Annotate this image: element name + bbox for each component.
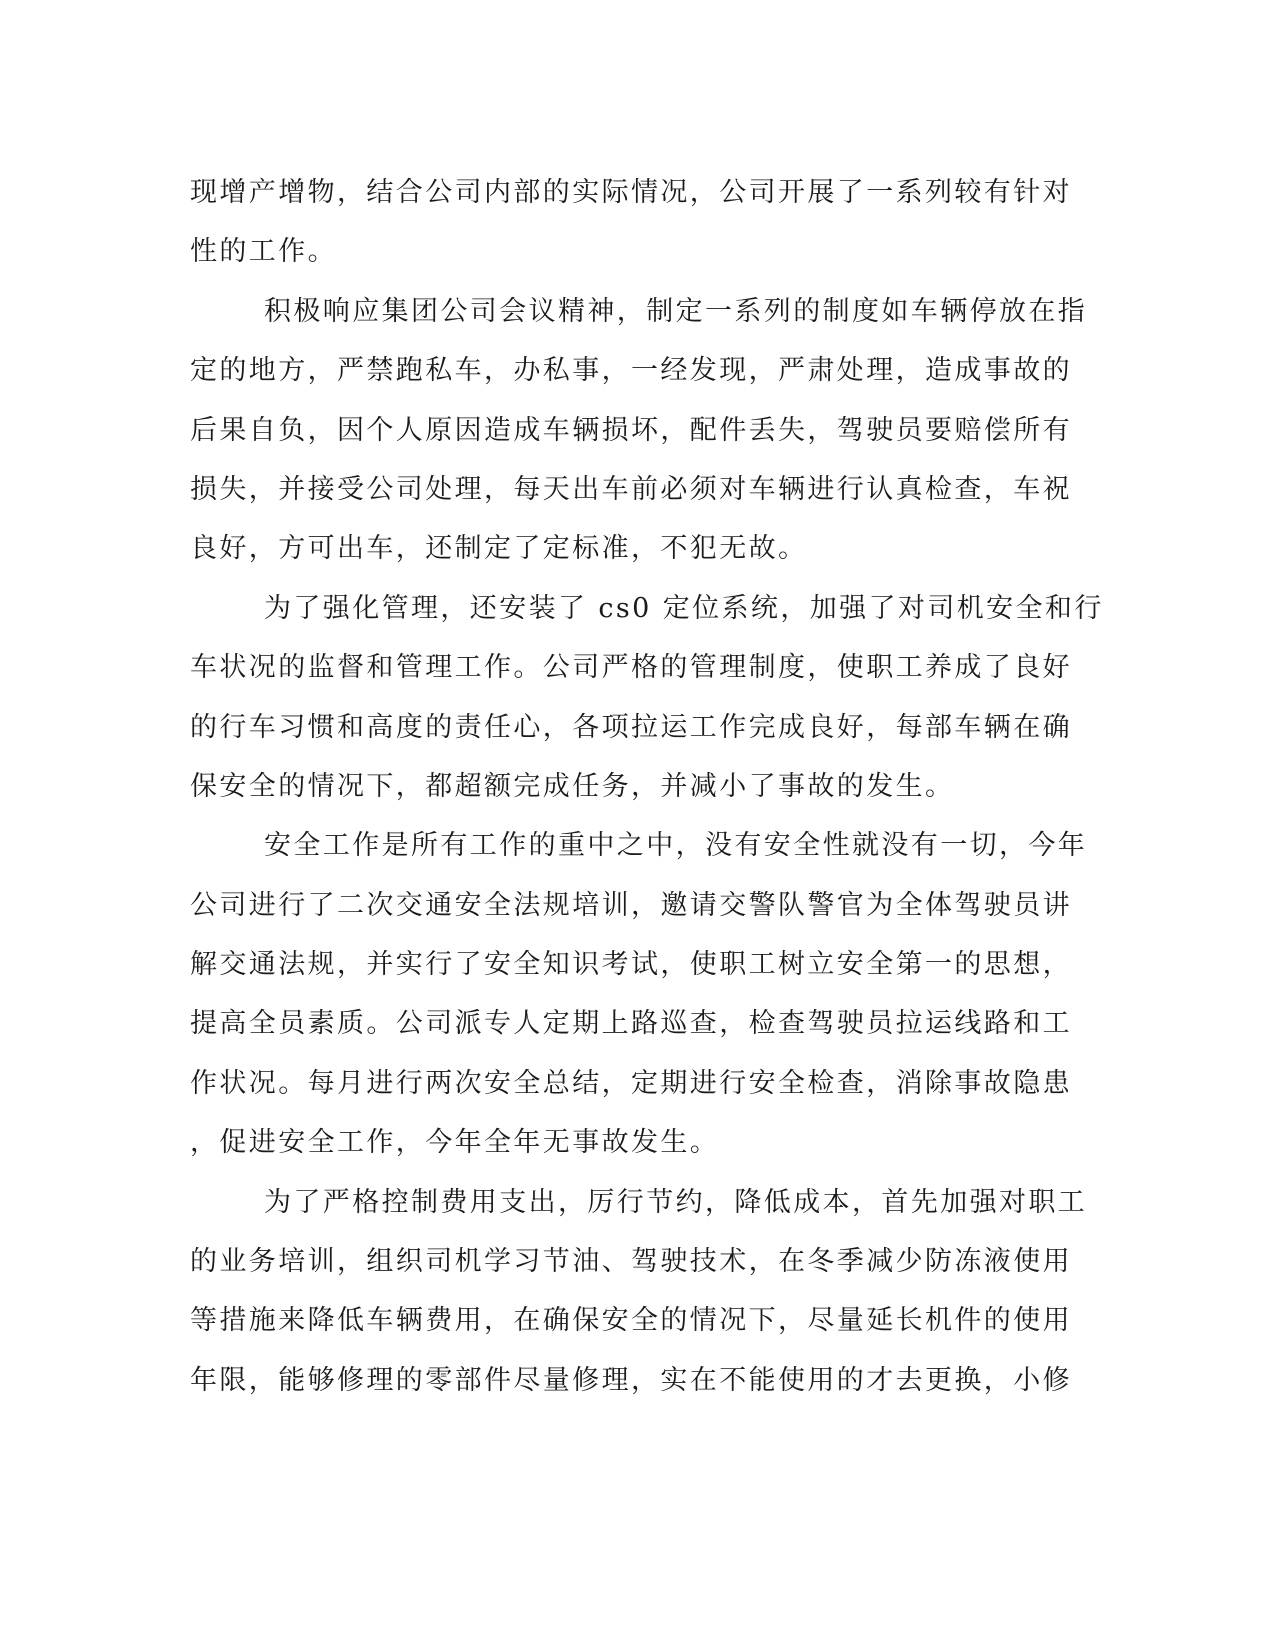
text-line: 的行车习惯和高度的责任心，各项拉运工作完成良好，每部车辆在确 bbox=[190, 711, 1072, 743]
text-line: 的业务培训，组织司机学习节油、驾驶技术，在冬季减少防冻液使用 bbox=[190, 1246, 1072, 1278]
text-line: 年限，能够修理的零部件尽量修理，实在不能使用的才去更换，小修 bbox=[190, 1364, 1072, 1396]
text-line: 提高全员素质。公司派专人定期上路巡查，检查驾驶员拉运线路和工 bbox=[190, 1008, 1072, 1040]
text-line: 性的工作。 bbox=[190, 236, 337, 268]
paragraph-first-line: 为了强化管理，还安装了 cs0 定位系统，加强了对司机安全和行 bbox=[264, 592, 1104, 624]
text-line: ，促进安全工作，今年全年无事故发生。 bbox=[190, 1127, 720, 1159]
text-line: 解交通法规，并实行了安全知识考试，使职工树立安全第一的思想， bbox=[190, 949, 1072, 981]
text-line: 等措施来降低车辆费用，在确保安全的情况下，尽量延长机件的使用 bbox=[190, 1305, 1072, 1337]
paragraph-first-line: 为了严格控制费用支出，厉行节约，降低成本，首先加强对职工 bbox=[264, 1186, 1088, 1218]
text-line: 车状况的监督和管理工作。公司严格的管理制度，使职工养成了良好 bbox=[190, 652, 1072, 684]
paragraph-first-line: 积极响应集团公司会议精神，制定一系列的制度如车辆停放在指 bbox=[264, 295, 1088, 327]
text-line: 定的地方，严禁跑私车，办私事，一经发现，严肃处理，造成事故的 bbox=[190, 355, 1072, 387]
text-line: 损失，并接受公司处理，每天出车前必须对车辆进行认真检查，车祝 bbox=[190, 473, 1072, 505]
text-line: 作状况。每月进行两次安全总结，定期进行安全检查，消除事故隐患 bbox=[190, 1067, 1072, 1099]
text-line: 良好，方可出车，还制定了定标准，不犯无故。 bbox=[190, 533, 808, 565]
text-line: 现增产增物，结合公司内部的实际情况，公司开展了一系列较有针对 bbox=[190, 177, 1072, 208]
text-line: 公司进行了二次交通安全法规培训，邀请交警队警官为全体驾驶员讲 bbox=[190, 889, 1072, 921]
text-line: 保安全的情况下，都超额完成任务，并减小了事故的发生。 bbox=[190, 770, 955, 802]
paragraph-first-line: 安全工作是所有工作的重中之中，没有安全性就没有一切，今年 bbox=[264, 830, 1088, 862]
text-line: 后果自负，因个人原因造成车辆损坏，配件丢失，驾驶员要赔偿所有 bbox=[190, 414, 1072, 446]
document-body bbox=[190, 163, 1104, 1410]
